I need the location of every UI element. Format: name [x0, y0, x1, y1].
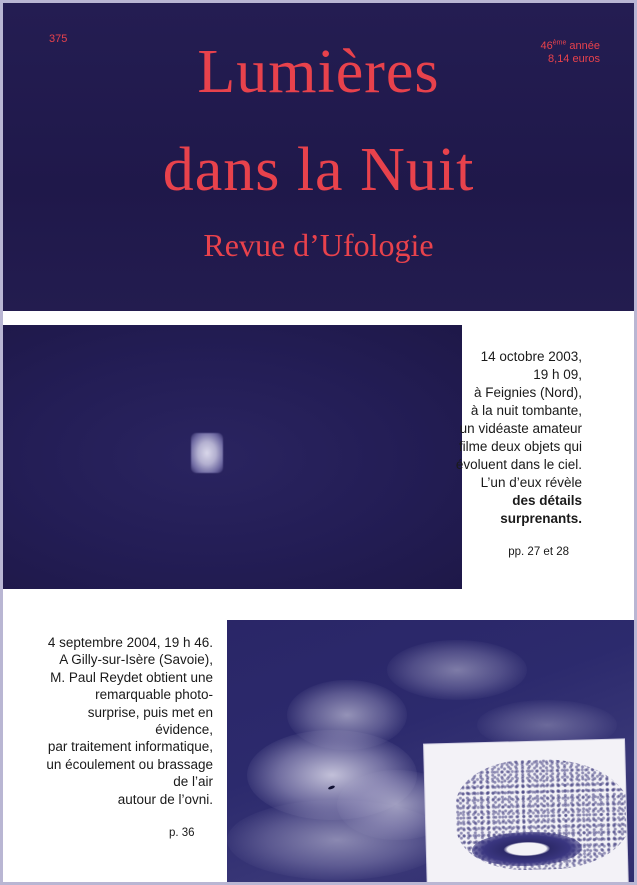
story2-line: remarquable photo- [95, 687, 213, 703]
magazine-title-line2: dans la Nuit [162, 136, 475, 204]
edition-word: année [566, 40, 600, 52]
story2-caption [23, 634, 213, 808]
story1-line: filme deux objets qui [458, 439, 582, 454]
story1-line: L’un d’eux révèle [480, 475, 582, 490]
magazine-subtitle: Revue d’Ufologie [203, 227, 434, 263]
cloudy-sky-photo [227, 620, 637, 885]
story1-emphasis: surprenants. [500, 511, 582, 526]
story2-line: surprise, puis met en [87, 704, 213, 720]
story2-line: autour de l’ovni. [117, 791, 213, 807]
magazine-title-line1: Lumières [197, 38, 440, 106]
issue-number: 375 [49, 33, 68, 45]
processed-image-inset [424, 739, 628, 885]
story1-line: évoluent dans le ciel. [455, 457, 582, 472]
story2-line: évidence, [155, 722, 213, 738]
story2-line: A Gilly-sur-Isère (Savoie), [59, 652, 213, 668]
story2-line: de l’air [173, 774, 213, 790]
story1-line: 14 octobre 2003, [480, 349, 582, 364]
story2-line: par traitement informatique, [47, 739, 213, 755]
edition-number: 46 [540, 40, 553, 52]
cover-header [3, 3, 634, 311]
luminous-object [191, 433, 223, 473]
story1-caption [412, 348, 582, 528]
story1-line: à la nuit tombante, [470, 403, 582, 418]
story1-line: à Feignies (Nord), [473, 385, 582, 400]
story2-line: un écoulement ou brassage [46, 756, 213, 772]
story1-line: un vidéaste amateur [459, 421, 582, 436]
story1-page-ref: pp. 27 et 28 [508, 546, 569, 558]
night-sky-video-still [3, 325, 462, 589]
story1-line: 19 h 09, [533, 367, 582, 382]
cloud [387, 640, 527, 700]
story2-line: M. Paul Reydet obtient une [50, 669, 213, 685]
story2-line: 4 septembre 2004, 19 h 46. [47, 635, 213, 650]
edition-suffix: ème [552, 39, 567, 47]
cloud [287, 680, 407, 750]
story2-page-ref: p. 36 [169, 827, 195, 839]
story1-emphasis: des détails [512, 493, 582, 508]
price: 8,14 euros [548, 53, 600, 65]
